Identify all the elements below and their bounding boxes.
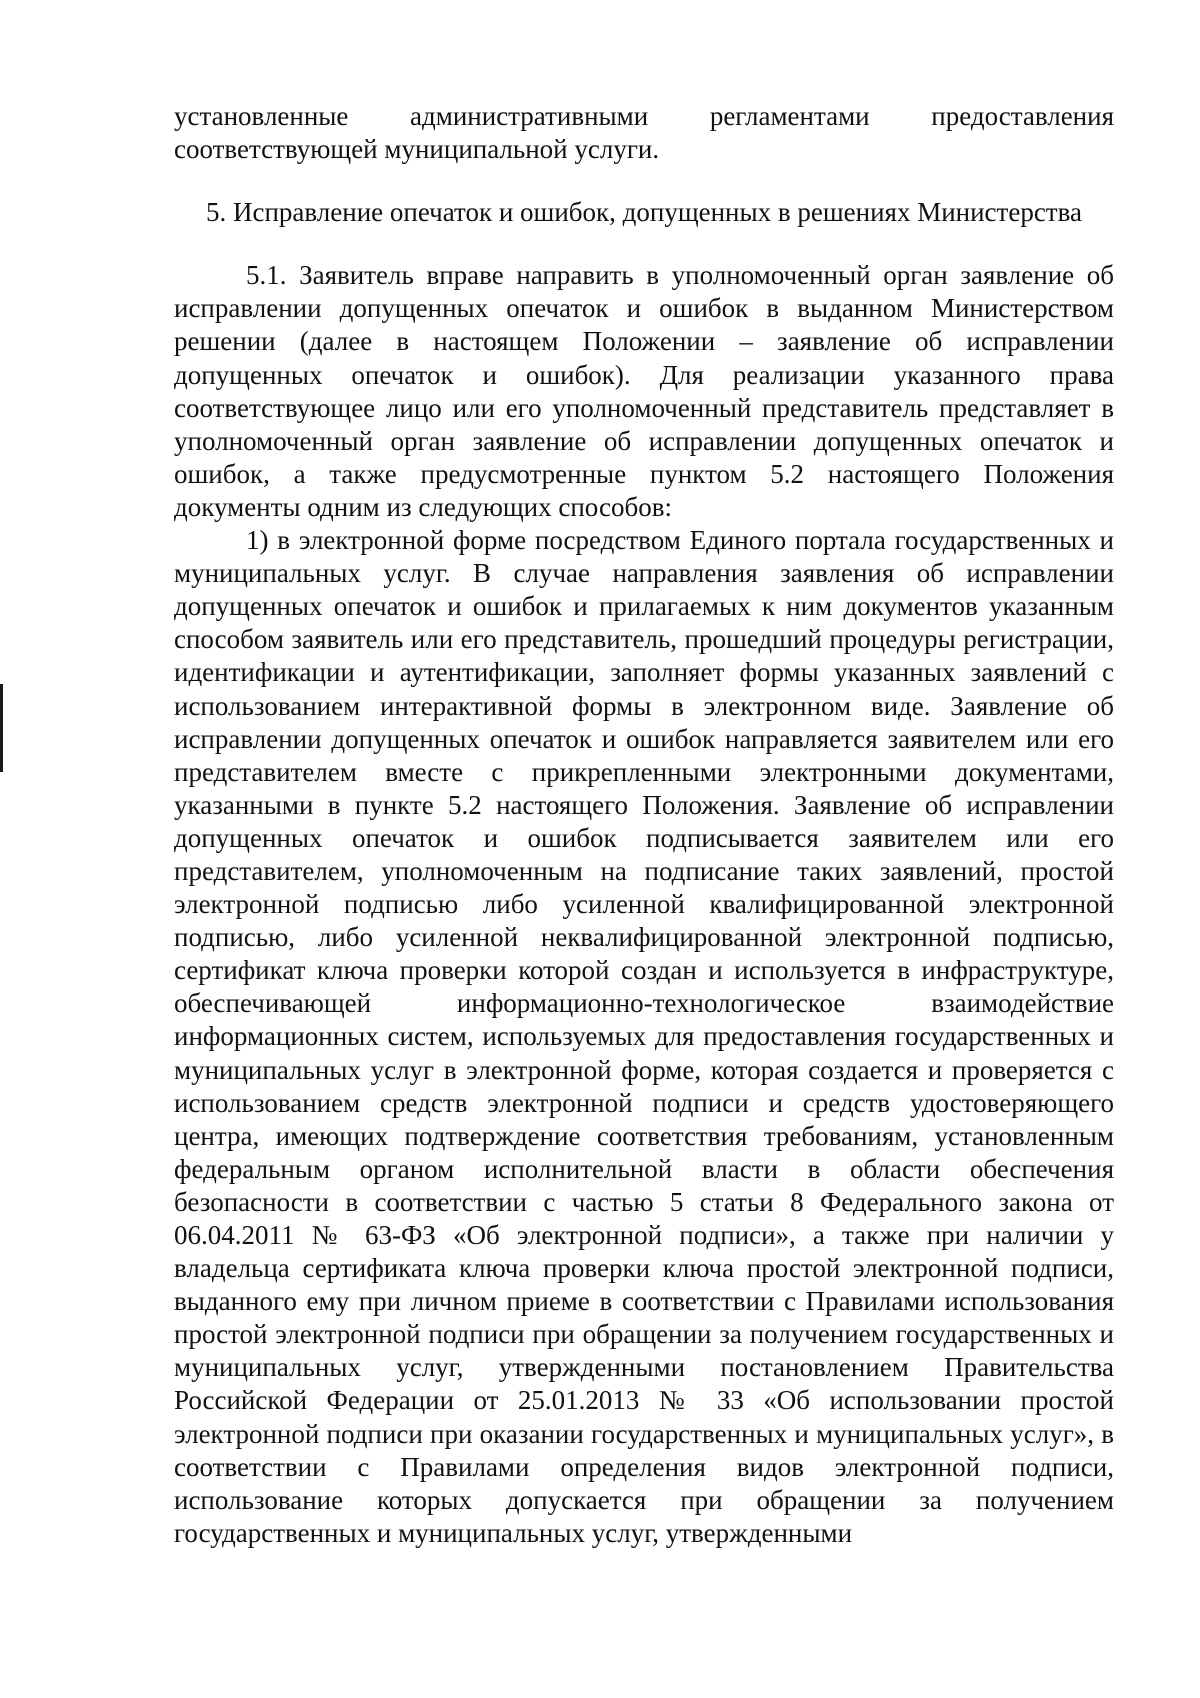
document-body bbox=[174, 100, 1114, 1550]
list-item-1: 1) в электронной форме посредством Единого портала государственных и муниципальных услуг. В случае направления заявления об исправлении допущенных опечаток и ошибок и прилагаемых к ним документов указанным способом заявитель или его представитель, прошедший процедуры регистрации, идентификации и аутентификации, заполняет формы указанных заявлений с использованием интерактивной формы в электронном виде. Заявление об исправлении допущенных опечаток и ошибок направляется заявителем или его представителем вместе с прикрепленными электронными документами, указанными в пункте 5.2 настоящего Положения. Заявление об исправлении допущенных опечаток и ошибок подписывается заявителем или его представителем, уполномоченным на подписание таких заявлений, простой электронной подписью либо усиленной квалифицированной электронной подписью, либо усиленной неквалифицированной электронной подписью, сертификат ключа проверки которой создан и используется в инфраструктуре, обеспечивающей информационно-технологическое взаимодействие информационных систем, используемых для предоставления государственных и муниципальных услуг в электронной форме, которая создается и проверяется с использованием средств электронной подписи и средств удостоверяющего центра, имеющих подтверждение соответствия требованиям, установленным федеральным органом исполнительной власти в области обеспечения безопасности в соответствии с частью 5 статьи 8 Федерального закона от 06.04.2011 № 63-ФЗ «Об электронной подписи», а также при наличии у владельца сертификата ключа проверки ключа простой электронной подписи, выданного ему при личном приеме в соответствии с Правилами использования простой электронной подписи при обращении за получением государственных и муниципальных услуг, утвержденными постановлением Правительства Российской Федерации от 25.01.2013 № 33 «Об использовании простой электронной подписи при оказании государственных и муниципальных услуг», в соответствии с Правилами определения видов электронной подписи, использование которых допускается при обращении за получением государственных и муниципальных услуг, утвержденными bbox=[174, 525, 1114, 1548]
continuation-paragraph: установленные административными регламентами предоставления соответствующей муниципальной услуги. bbox=[174, 101, 1114, 165]
section-heading: 5. Исправление опечаток и ошибок, допущенных в решениях Министерства bbox=[206, 197, 1082, 228]
scan-edge-mark bbox=[0, 684, 3, 772]
paragraph-5-1: 5.1. Заявитель вправе направить в уполномоченный орган заявление об исправлении допущенных опечаток и ошибок в выданном Министерством решении (далее в настоящем Положении – заявление об исправлении допущенных опечаток и ошибок). Для реализации указанного права соответствующее лицо или его уполномоченный представитель представляет в уполномоченный орган заявление об исправлении допущенных опечаток и ошибок, а также предусмотренные пунктом 5.2 настоящего Положения документы одним из следующих способов: bbox=[174, 260, 1114, 522]
